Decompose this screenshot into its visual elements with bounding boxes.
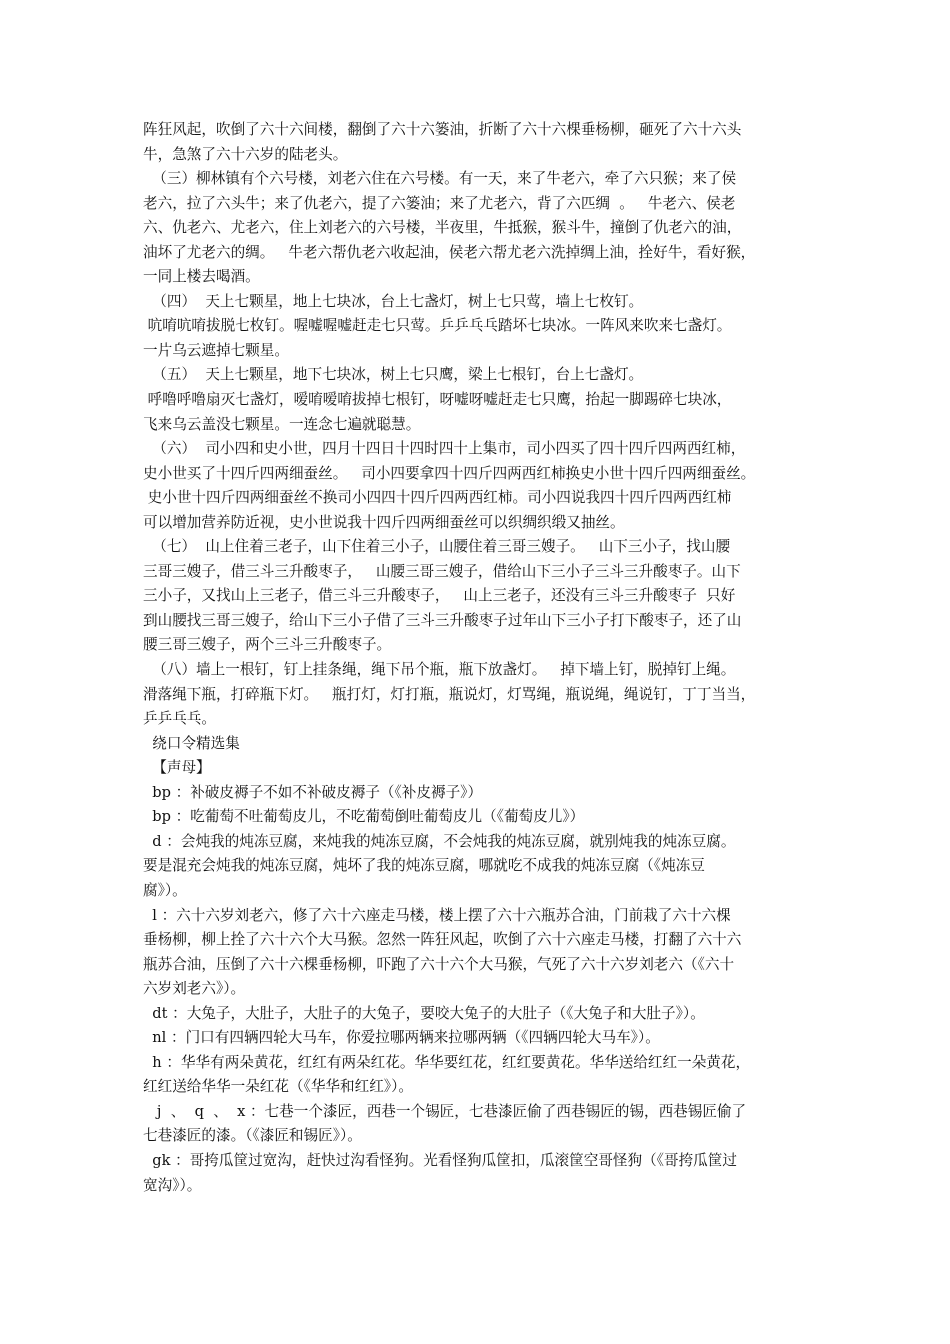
text-line: 要是混充会炖我的炖冻豆腐，炖坏了我的炖冻豆腐，哪就吃不成我的炖冻豆腐（《炖冻豆 xyxy=(143,857,705,875)
text-line: 史小世十四斤四两细蚕丝不换司小四四十四斤四两西红柿。司小四说我四十四斤四两西红柿 xyxy=(143,489,732,507)
text-line: 可以增加营养防近视，史小世说我十四斤四两细蚕丝可以织绸织缎又抽丝。 xyxy=(143,513,625,531)
text-line: 阵狂风起，吹倒了六十六间楼，翻倒了六十六篓油，折断了六十六棵垂杨柳，砸死了六十六头 xyxy=(143,121,742,138)
text-line: 牛，急煞了六十六岁的陆老头。 xyxy=(143,145,348,163)
text-line: 七巷漆匠的漆。（《漆匠和锡匠》）。 xyxy=(143,1127,362,1145)
text-line: 吭唷吭唷拔脱七枚钉。喔嘘喔嘘赶走七只莺。乒乒乓乓踏坏七块冰。一阵风来吹来七盏灯。 xyxy=(143,317,732,335)
text-line: 三哥三嫂子，借三斗三升酸枣子， 山腰三哥三嫂子，借给山下三小子三斗三升酸枣子。山下 xyxy=(143,562,741,580)
text-line: 瓶苏合油，压倒了六十六棵垂杨柳，吓跑了六十六个大马猴，气死了六十六岁刘老六（《六十 xyxy=(143,955,735,973)
text-line: 【声母】 xyxy=(143,759,211,777)
text-line: h ：华华有两朵黄花，红红有两朵红花。华华要红花，红红要黄花。华华送给红红一朵黄花， xyxy=(143,1053,751,1071)
text-line: 呼噜呼噜扇灭七盏灯，嗳唷嗳唷拔掉七根钉，呀嘘呀嘘赶走七只鹰，抬起一脚踢碎七块冰， xyxy=(143,391,732,409)
text-line: j 、 q 、 x ：七巷一个漆匠，西巷一个锡匠，七巷漆匠偷了西巷锡匠的锡，西巷锡匠偷了 xyxy=(143,1102,747,1120)
text-line: 乒乒乓乓。 xyxy=(143,710,216,728)
text-line: （七） 山上住着三老子，山下住着三小子，山腰住着三哥三嫂子。 山下三小子，找山腰 xyxy=(143,538,731,556)
text-line: 三小子，又找山上三老子，借三斗三升酸枣子， 山上三老子，还没有三斗三升酸枣子 只好 xyxy=(143,587,736,605)
text-line: （六） 司小四和史小世，四月十四日十四时四十上集市，司小四买了四十四斤四两西红柿， xyxy=(143,440,746,458)
text-line: 一同上楼去喝酒。 xyxy=(143,268,260,286)
text-line: l ：六十六岁刘老六，修了六十六座走马楼，楼上摆了六十六瓶苏合油，门前栽了六十六棵 xyxy=(143,906,731,924)
text-line: gk ：哥挎瓜筐过宽沟，赶快过沟看怪狗。光看怪狗瓜筐扣，瓜滚筐空哥怪狗（《哥挎瓜筐过 xyxy=(143,1151,737,1169)
text-line: 滑落绳下瓶，打碎瓶下灯。 瓶打灯，灯打瓶，瓶说灯，灯骂绳，瓶说绳，绳说钉，丁丁当当， xyxy=(143,685,756,703)
text-line: d ：会炖我的炖冻豆腐，来炖我的炖冻豆腐，不会炖我的炖冻豆腐，就别炖我的炖冻豆腐。 xyxy=(143,832,736,850)
text-line: nl ：门口有四辆四轮大马车，你爱拉哪两辆来拉哪两辆（《四辆四轮大马车》）。 xyxy=(143,1029,660,1047)
text-line: （八）墙上一根钉，钉上挂条绳，绳下吊个瓶，瓶下放盏灯。 掉下墙上钉，脱掉钉上绳。 xyxy=(143,661,736,679)
text-line: 红红送给华华一朵红花（《华华和红红》）。 xyxy=(143,1078,413,1096)
text-line: bp ：补破皮褥子不如不补破皮褥子（《补皮褥子》） xyxy=(143,783,483,801)
text-line: 腰三哥三嫂子，两个三斗三升酸枣子。 xyxy=(143,636,392,654)
text-line: 一片乌云遮掉七颗星。 xyxy=(143,341,289,359)
text-line: 垂杨柳，柳上拴了六十六个大马猴。忽然一阵狂风起，吹倒了六十六座走马楼，打翻了六十六 xyxy=(143,931,742,949)
text-line: 绕口令精选集 xyxy=(143,734,240,752)
text-line: 六岁刘老六》）。 xyxy=(143,980,246,998)
text-line: 宽沟》）。 xyxy=(143,1176,202,1194)
text-line: （三）柳林镇有个六号楼，刘老六住在六号楼。有一天，来了牛老六，牵了六只猴；来了侯 xyxy=(143,170,737,188)
text-line: （五） 天上七颗星，地下七块冰，树上七只鹰，梁上七根钉，台上七盏灯。 xyxy=(143,366,644,384)
text-line: 腐》）。 xyxy=(143,881,187,899)
document-body xyxy=(143,118,808,1198)
text-line: dt ：大兔子，大肚子，大肚子的大兔子，要咬大兔子的大肚子（《大兔子和大肚子》）。 xyxy=(143,1004,705,1022)
text-line: 史小世买了十四斤四两细蚕丝。 司小四要拿四十四斤四两西红柿换史小世十四斤四两细蚕丝。 xyxy=(143,464,756,482)
text-line: 六、仇老六、尤老六，住上刘老六的六号楼，半夜里，牛抵猴，猴斗牛，撞倒了仇老六的油， xyxy=(143,219,742,237)
text-line: 到山腰找三哥三嫂子，给山下三小子借了三斗三升酸枣子过年山下三小子打下酸枣子，还了山 xyxy=(143,611,742,629)
text-line: 油坏了尤老六的绸。 牛老六帮仇老六收起油，侯老六帮尤老六洗掉绸上油，拴好牛，看好猴， xyxy=(143,243,756,261)
text-line: 飞来乌云盖没七颗星。一连念七遍就聪慧。 xyxy=(143,415,421,433)
text-line: 老六，拉了六头牛；来了仇老六，提了六篓油；来了尤老六，背了六匹绸 。 牛老六、侯老 xyxy=(143,194,736,212)
text-line: bp ：吃葡萄不吐葡萄皮儿，不吃葡萄倒吐葡萄皮儿（《葡萄皮儿》） xyxy=(143,808,585,826)
text-line: （四） 天上七颗星，地上七块冰，台上七盏灯，树上七只莺，墙上七枚钉。 xyxy=(143,292,644,310)
